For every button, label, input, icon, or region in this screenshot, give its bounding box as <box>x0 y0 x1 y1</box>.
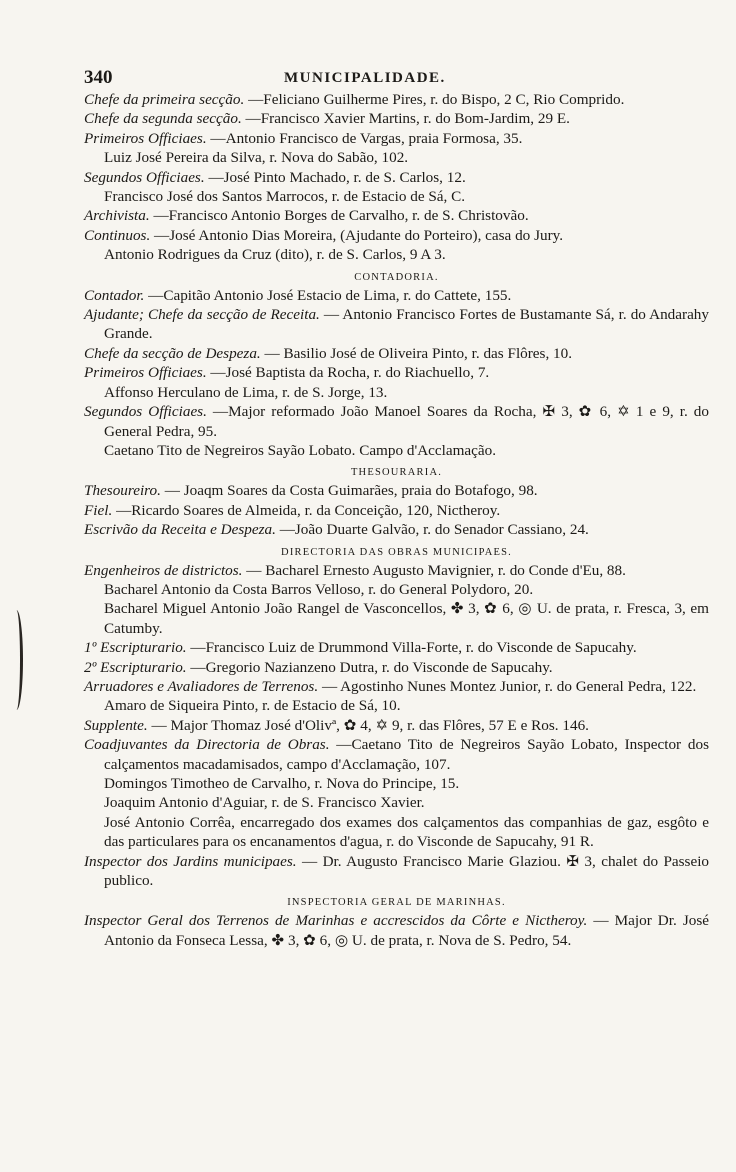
page-number: 340 <box>84 67 113 88</box>
entry-text: —Francisco Luiz de Drummond Villa-Forte, r. do Visconde de Sapucahy. <box>186 639 637 657</box>
entry-text: Antonio Rodrigues da Cruz (dito), r. de S. Carlos, 9 A 3. <box>104 246 446 264</box>
entry-text: Caetano Tito de Negreiros Sayão Lobato. Campo d'Acclamação. <box>104 441 497 459</box>
directory-entry <box>84 481 709 500</box>
directory-entry <box>84 658 709 677</box>
directory-entry <box>84 716 709 735</box>
directory-entry <box>84 793 709 812</box>
directory-entry <box>84 226 709 245</box>
entry-text: José Antonio Corrêa, encarregado dos exames dos calçamentos das companhias de gaz, esgôto e das particulares para os encanamentos d'agua, r. do Visconde de Sapucahy, 91 R. <box>104 813 709 851</box>
entry-text: —José Pinto Machado, r. de S. Carlos, 12. <box>204 168 466 186</box>
entry-text: —João Duarte Galvão, r. do Senador Cassiano, 24. <box>275 521 589 539</box>
entry-role: Inspector Geral dos Terrenos de Marinhas e accrescidos da Côrte e Nictheroy. <box>84 912 588 930</box>
entry-text: — Basilio José de Oliveira Pinto, r. das Flôres, 10. <box>260 344 573 362</box>
directory-entry <box>84 286 709 305</box>
directory-entry <box>84 344 709 363</box>
entry-text: —José Baptista da Rocha, r. do Riachuello, 7. <box>206 364 490 382</box>
obras-section <box>84 561 709 891</box>
directory-entry <box>84 599 709 638</box>
entry-role: Chefe da secção de Despeza. <box>84 344 261 362</box>
entry-text: — Major Thomaz José d'Olivª, ✿ 4, ✡ 9, r. das Flôres, 57 E e Ros. 146. <box>147 716 589 734</box>
entry-text: —Caetano Tito de Negreiros Sayão Lobato, Inspector dos calçamentos macadamisados, campo d'Acclamação, 107. <box>104 736 709 773</box>
entry-role: Continuos. <box>84 226 151 244</box>
directory-entry <box>84 402 709 441</box>
directory-entry <box>84 735 709 774</box>
entry-text: —Francisco Xavier Martins, r. do Bom-Jardim, 29 E. <box>241 110 570 128</box>
directory-entry <box>84 187 709 206</box>
entry-role: 2º Escripturario. <box>84 658 187 676</box>
entry-role: 1º Escripturario. <box>84 639 187 657</box>
entry-text: —Major reformado João Manoel Soares da Rocha, ✠ 3, ✿ 6, ✡ 1 e 9, r. do General Pedra, 95. <box>104 403 709 440</box>
entry-text: Affonso Herculano de Lima, r. de S. Jorge, 13. <box>104 383 388 401</box>
thesouraria-section <box>84 481 709 539</box>
intro-section <box>84 90 709 265</box>
entry-text: Bacharel Antonio da Costa Barros Velloso, r. do General Polydoro, 20. <box>104 580 534 598</box>
entry-role: Primeiros Officiaes. <box>84 364 207 382</box>
entry-text: —José Antonio Dias Moreira, (Ajudante do Porteiro), casa do Jury. <box>150 226 564 244</box>
directory-entry <box>84 911 709 950</box>
running-title: MUNICIPALIDADE. <box>284 70 446 86</box>
directory-entry <box>84 520 709 539</box>
margin-bracket-mark <box>10 610 23 710</box>
directory-entry <box>84 638 709 657</box>
entry-role: Chefe da primeira secção. <box>84 91 245 108</box>
directory-entry <box>84 109 709 128</box>
page-header <box>84 60 709 90</box>
entry-text: — Agostinho Nunes Montez Junior, r. do General Pedra, 122. <box>318 677 697 695</box>
entry-role: Fiel. <box>84 501 113 519</box>
entry-text: —Gregorio Nazianzeno Dutra, r. do Visconde de Sapucahy. <box>186 658 553 676</box>
entry-text: Amaro de Siqueira Pinto, r. de Estacio de Sá, 10. <box>104 697 401 715</box>
directory-entry <box>84 363 709 382</box>
entry-text: — Dr. Augusto Francisco Marie Glaziou. ✠ 3, chalet do Passeio publico. <box>104 852 710 890</box>
entry-role: Thesoureiro. <box>84 482 161 500</box>
entry-role: Archivista. <box>84 207 150 225</box>
entry-text: Luiz José Pereira da Silva, r. Nova do Sabão, 102. <box>104 149 409 167</box>
directory-entry <box>84 245 709 264</box>
directory-entry <box>84 206 709 225</box>
entry-role: Inspector dos Jardins municipaes. <box>84 852 297 870</box>
entry-text: — Major Dr. José Antonio da Fonseca Lessa, ✤ 3, ✿ 6, ◎ U. de prata, r. Nova de S. Pedro, 54. <box>104 912 709 949</box>
entry-text: —Feliciano Guilherme Pires, r. do Bispo, 2 C, Rio Comprido. <box>244 91 625 108</box>
section-heading-marinhas: INSPECTORIA GERAL DE MARINHAS. <box>287 897 506 909</box>
entry-role: Escrivão da Receita e Despeza. <box>84 521 276 539</box>
entry-role: Coadjuvantes da Directoria de Obras. <box>84 736 330 754</box>
directory-entry <box>84 580 709 599</box>
entry-role: Ajudante; Chefe da secção de Receita. <box>84 306 320 324</box>
entry-text: Bacharel Miguel Antonio João Rangel de Vasconcellos, ✤ 3, ✿ 6, ◎ U. de prata, r. Fresca, 3, em Catumby. <box>104 600 709 637</box>
directory-entry <box>84 501 709 520</box>
entry-role: Segundos Officiaes. <box>84 403 207 421</box>
directory-entry <box>84 305 709 344</box>
entry-role: Primeiros Officiaes. <box>84 129 207 147</box>
entry-text: —Ricardo Soares de Almeida, r. da Conceição, 120, Nictheroy. <box>112 501 501 519</box>
directory-entry <box>84 129 709 148</box>
entry-text: —Capitão Antonio José Estacio de Lima, r. do Cattete, 155. <box>144 286 512 304</box>
section-heading-contadoria: CONTADORIA. <box>354 271 439 283</box>
directory-entry <box>84 774 709 793</box>
entry-text: Joaquim Antonio d'Aguiar, r. de S. Francisco Xavier. <box>104 794 425 812</box>
section-heading-thesouraria: THESOURARIA. <box>350 467 443 479</box>
entry-role: Supplente. <box>84 716 148 734</box>
entry-text: —Antonio Francisco de Vargas, praia Formosa, 35. <box>206 129 523 147</box>
directory-entry <box>84 168 709 187</box>
directory-entry <box>84 696 709 715</box>
entry-role: Arruadores e Avaliadores de Terrenos. <box>84 677 319 695</box>
directory-entry <box>84 813 709 852</box>
entry-role: Contador. <box>84 286 145 304</box>
directory-entry <box>84 677 709 696</box>
entry-role: Engenheiros de districtos. <box>84 561 243 579</box>
entry-text: — Bacharel Ernesto Augusto Mavignier, r. do Conde d'Eu, 88. <box>242 561 626 579</box>
directory-entry <box>84 852 709 891</box>
document-page <box>84 60 709 950</box>
section-heading-obras: DIRECTORIA DAS OBRAS MUNICIPAES. <box>281 546 512 558</box>
entry-text: Francisco José dos Santos Marrocos, r. de Estacio de Sá, C. <box>104 188 466 206</box>
directory-entry <box>84 561 709 580</box>
directory-entry <box>84 90 709 109</box>
entry-role: Chefe da segunda secção. <box>84 110 242 128</box>
directory-entry <box>84 383 709 402</box>
entry-text: — Antonio Francisco Fortes de Bustamante Sá, r. do Andarahy Grande. <box>104 306 709 343</box>
contadoria-section <box>84 286 709 461</box>
entry-text: —Francisco Antonio Borges de Carvalho, r. de S. Christovão. <box>149 207 529 225</box>
entry-text: — Joaqm Soares da Costa Guimarães, praia do Botafogo, 98. <box>160 482 538 500</box>
marinhas-section <box>84 911 709 950</box>
entry-role: Segundos Officiaes. <box>84 168 205 186</box>
directory-entry <box>84 441 709 460</box>
directory-entry <box>84 148 709 167</box>
entry-text: Domingos Timotheo de Carvalho, r. Nova do Principe, 15. <box>104 775 460 792</box>
